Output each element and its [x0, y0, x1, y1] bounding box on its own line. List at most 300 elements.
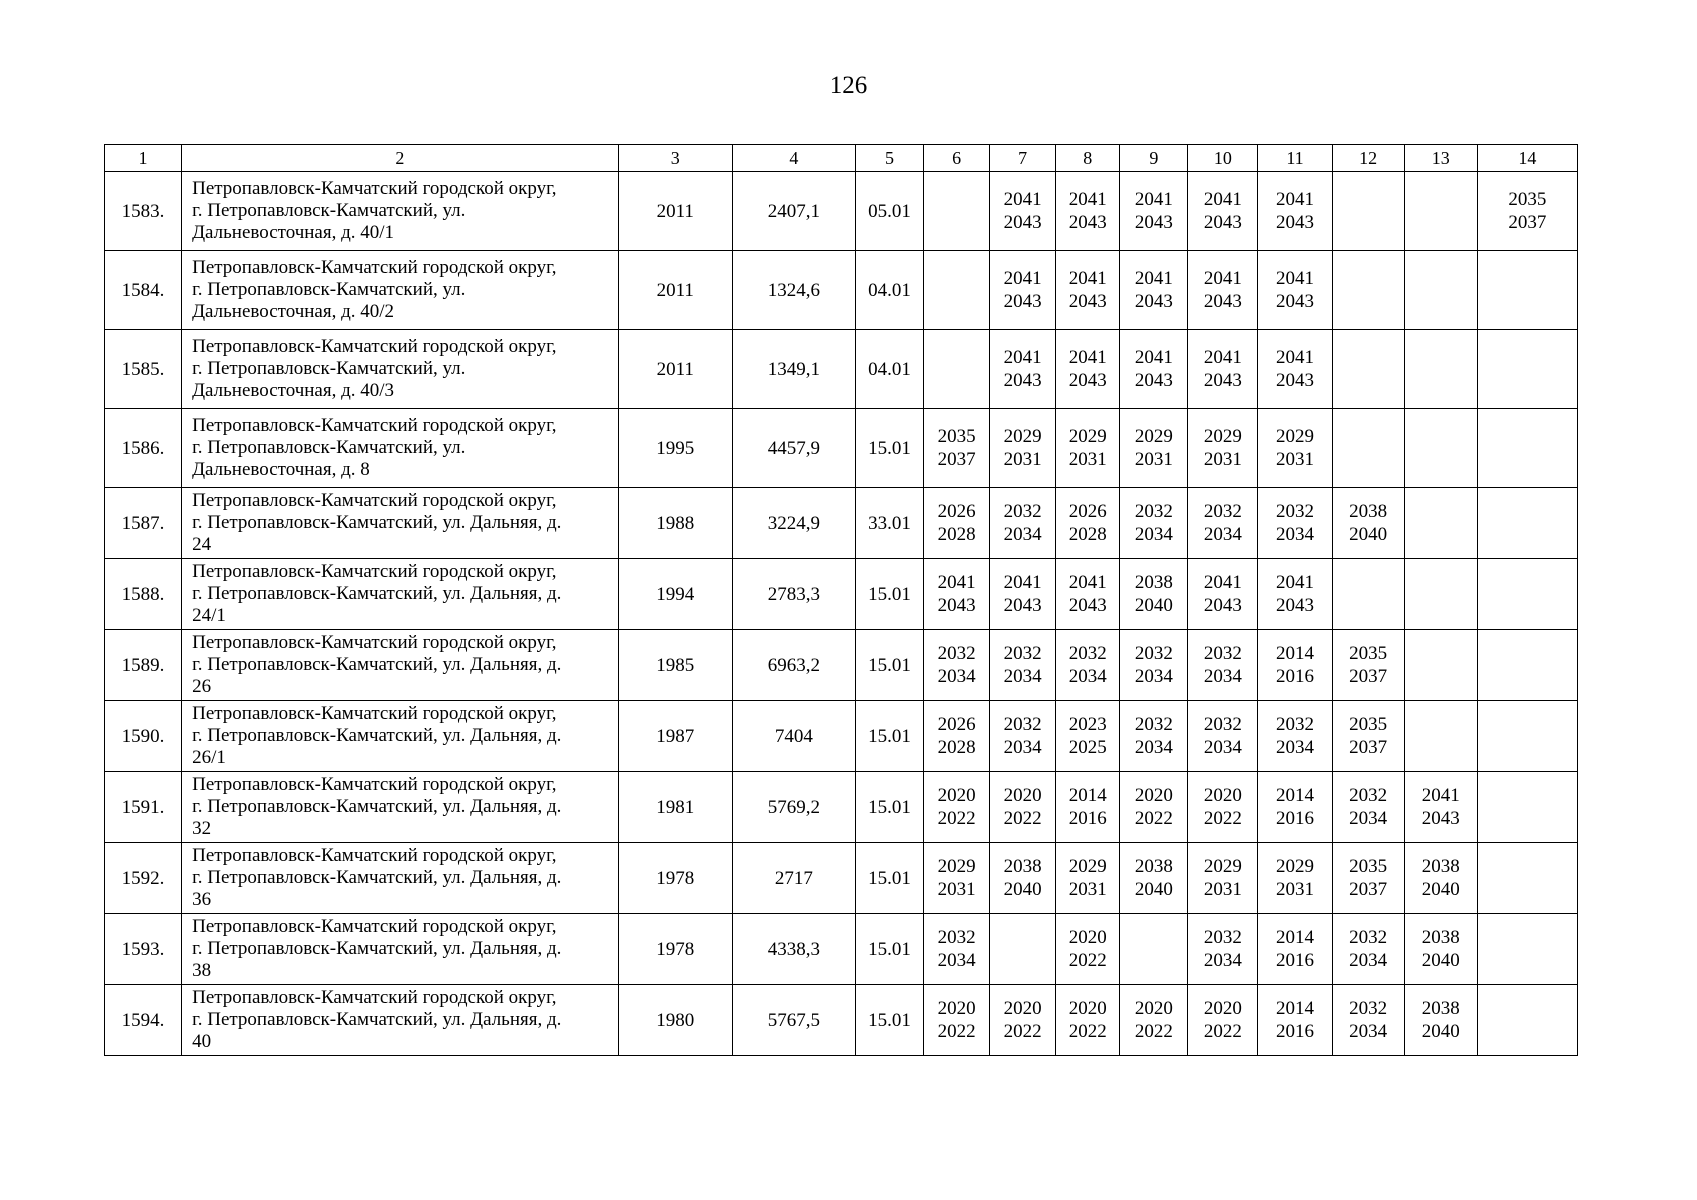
column-header: 12: [1332, 145, 1404, 172]
area-cell: 6963,2: [732, 630, 855, 701]
period-year: 2032: [1068, 643, 1107, 664]
address-line: Петропавловск-Камчатский городской округ,: [192, 845, 557, 866]
row-number-cell: 1591.: [105, 772, 182, 843]
period-year: 2032: [1003, 643, 1042, 664]
table-row: [105, 330, 1578, 409]
period-cell-c7: [990, 172, 1056, 251]
period-year: 2031: [1068, 449, 1107, 470]
period-cell-c13: [1404, 488, 1477, 559]
period-cell-c6: [924, 409, 990, 488]
address-line: г. Петропавловск-Камчатский, ул.: [192, 358, 466, 379]
period-year: 2032: [937, 643, 976, 664]
row-number-cell: 1593.: [105, 914, 182, 985]
period-year: 2020: [1003, 998, 1042, 1019]
address-line: 24/1: [192, 605, 226, 626]
period-year: 2041: [1276, 572, 1314, 593]
period-cell-c14: [1477, 630, 1577, 701]
period-year: 2034: [1349, 950, 1388, 971]
address-line: Петропавловск-Камчатский городской округ,: [192, 490, 557, 511]
year-built-cell: 1980: [618, 985, 732, 1056]
year-built-cell: 2011: [618, 251, 732, 330]
row-number-cell: 1589.: [105, 630, 182, 701]
address-line: 24: [192, 534, 212, 555]
period-year: 2041: [1203, 268, 1242, 289]
table-row: [105, 772, 1578, 843]
period-cell-c6: [924, 985, 990, 1056]
period-cell-c10: [1188, 843, 1258, 914]
address-cell: [182, 914, 619, 985]
period-year: 2043: [1068, 595, 1107, 616]
column-header: 5: [855, 145, 923, 172]
period-year: 2029: [1276, 856, 1314, 877]
period-year: 2041: [1276, 268, 1314, 289]
period-year: 2034: [1003, 666, 1042, 687]
period-cell-c8: [1056, 409, 1120, 488]
period-year: 2029: [1203, 426, 1242, 447]
period-cell-c13: [1404, 843, 1477, 914]
period-cell-c10: [1188, 409, 1258, 488]
period-cell-c8: [1056, 488, 1120, 559]
code-cell: 04.01: [855, 330, 923, 409]
table-row: [105, 559, 1578, 630]
period-cell-c10: [1188, 772, 1258, 843]
period-year: 2034: [1134, 737, 1173, 758]
period-year: 2041: [1421, 785, 1460, 806]
area-cell: 3224,9: [732, 488, 855, 559]
period-cell-c9: [1120, 488, 1188, 559]
address-line: 26: [192, 676, 212, 697]
address-line: Петропавловск-Камчатский городской округ,: [192, 632, 557, 653]
period-cell-c6: [924, 559, 990, 630]
period-cell-c12: [1332, 330, 1404, 409]
period-year: 2032: [1203, 643, 1242, 664]
period-year: 2041: [1003, 268, 1042, 289]
period-year: 2029: [937, 856, 976, 877]
period-cell-c12: [1332, 409, 1404, 488]
period-year: 2043: [1068, 370, 1107, 391]
period-year: 2016: [1276, 950, 1314, 971]
period-year: 2020: [1134, 785, 1173, 806]
address-line: 36: [192, 889, 212, 910]
period-year: 2016: [1276, 1021, 1314, 1042]
period-year: 2043: [1203, 370, 1242, 391]
period-cell-c7: [990, 559, 1056, 630]
address-line: Петропавловск-Камчатский городской округ,: [192, 257, 557, 278]
period-year: 2032: [1203, 927, 1242, 948]
period-year: 2037: [1349, 666, 1388, 687]
period-cell-c6: [924, 772, 990, 843]
address-line: г. Петропавловск-Камчатский, ул. Дальняя, д.: [192, 512, 562, 533]
area-cell: 2407,1: [732, 172, 855, 251]
period-year: 2022: [937, 1021, 976, 1042]
period-year: 2037: [1349, 879, 1388, 900]
address-line: 26/1: [192, 747, 226, 768]
period-cell-c13: [1404, 630, 1477, 701]
period-year: 2031: [1203, 449, 1242, 470]
address-cell: [182, 409, 619, 488]
period-year: 2040: [1134, 595, 1173, 616]
period-cell-c13: [1404, 251, 1477, 330]
period-cell-c7: [990, 843, 1056, 914]
address-line: Дальневосточная, д. 8: [192, 459, 370, 480]
period-year: 2034: [1003, 524, 1042, 545]
period-year: 2029: [1068, 426, 1107, 447]
period-year: 2022: [1068, 950, 1107, 971]
period-cell-c13: [1404, 985, 1477, 1056]
period-cell-c10: [1188, 559, 1258, 630]
period-year: 2038: [1134, 572, 1173, 593]
area-cell: 5767,5: [732, 985, 855, 1056]
period-year: 2043: [1203, 291, 1242, 312]
period-year: 2040: [1349, 524, 1388, 545]
period-year: 2034: [1003, 737, 1042, 758]
period-year: 2022: [1203, 808, 1242, 829]
period-year: 2041: [1276, 347, 1314, 368]
period-cell-c9: [1120, 772, 1188, 843]
period-cell-c11: [1258, 985, 1332, 1056]
period-year: 2034: [1068, 666, 1107, 687]
period-year: 2041: [1203, 572, 1242, 593]
period-year: 2029: [1068, 856, 1107, 877]
period-cell-c13: [1404, 772, 1477, 843]
period-cell-c7: [990, 701, 1056, 772]
address-line: г. Петропавловск-Камчатский, ул. Дальняя, д.: [192, 867, 562, 888]
code-cell: 05.01: [855, 172, 923, 251]
period-year: 2038: [1134, 856, 1173, 877]
period-year: 2034: [1203, 737, 1242, 758]
period-year: 2041: [1134, 189, 1173, 210]
year-built-cell: 2011: [618, 330, 732, 409]
address-line: Петропавловск-Камчатский городской округ,: [192, 415, 557, 436]
period-cell-c11: [1258, 843, 1332, 914]
period-cell-c9: [1120, 330, 1188, 409]
period-cell-c7: [990, 630, 1056, 701]
period-year: 2043: [1421, 808, 1460, 829]
column-header: 1: [105, 145, 182, 172]
period-year: 2028: [937, 737, 976, 758]
table-body: [105, 172, 1578, 1056]
table-row: [105, 630, 1578, 701]
period-year: 2032: [1203, 501, 1242, 522]
address-line: 40: [192, 1031, 212, 1052]
period-cell-c12: [1332, 172, 1404, 251]
period-cell-c8: [1056, 985, 1120, 1056]
period-cell-c14: [1477, 914, 1577, 985]
period-year: 2016: [1276, 808, 1314, 829]
column-header: 13: [1404, 145, 1477, 172]
period-year: 2031: [1134, 449, 1173, 470]
period-cell-c13: [1404, 409, 1477, 488]
address-line: г. Петропавловск-Камчатский, ул.: [192, 279, 466, 300]
period-year: 2022: [937, 808, 976, 829]
period-cell-c9: [1120, 914, 1188, 985]
period-year: 2022: [1003, 808, 1042, 829]
address-line: 32: [192, 818, 212, 839]
row-number-cell: 1584.: [105, 251, 182, 330]
address-line: Дальневосточная, д. 40/3: [192, 380, 395, 401]
period-year: 2014: [1276, 927, 1314, 948]
column-header: 2: [182, 145, 619, 172]
period-cell-c9: [1120, 843, 1188, 914]
period-year: 2043: [1276, 291, 1314, 312]
period-cell-c11: [1258, 409, 1332, 488]
period-cell-c8: [1056, 843, 1120, 914]
period-year: 2034: [1349, 808, 1388, 829]
period-year: 2043: [1276, 595, 1314, 616]
period-year: 2043: [1003, 595, 1042, 616]
period-year: 2041: [1068, 572, 1107, 593]
address-cell: [182, 488, 619, 559]
period-year: 2032: [1134, 501, 1173, 522]
period-year: 2032: [1349, 927, 1388, 948]
period-cell-c10: [1188, 251, 1258, 330]
period-year: 2041: [1003, 347, 1042, 368]
period-cell-c12: [1332, 843, 1404, 914]
period-year: 2041: [1068, 347, 1107, 368]
period-year: 2020: [1134, 998, 1173, 1019]
period-year: 2020: [1068, 927, 1107, 948]
period-year: 2037: [1508, 212, 1547, 233]
period-year: 2040: [1421, 950, 1460, 971]
year-built-cell: 2011: [618, 172, 732, 251]
address-line: г. Петропавловск-Камчатский, ул. Дальняя, д.: [192, 1009, 562, 1030]
year-built-cell: 1981: [618, 772, 732, 843]
period-cell-c10: [1188, 330, 1258, 409]
period-year: 2026: [937, 714, 976, 735]
period-year: 2022: [1003, 1021, 1042, 1042]
period-year: 2034: [1134, 524, 1173, 545]
period-year: 2031: [1276, 879, 1314, 900]
period-year: 2043: [1203, 595, 1242, 616]
period-cell-c9: [1120, 559, 1188, 630]
area-cell: 4457,9: [732, 409, 855, 488]
period-cell-c9: [1120, 251, 1188, 330]
period-cell-c12: [1332, 914, 1404, 985]
address-cell: [182, 772, 619, 843]
period-cell-c11: [1258, 630, 1332, 701]
period-year: 2026: [1068, 501, 1107, 522]
register-table: [104, 144, 1578, 1056]
address-line: Петропавловск-Камчатский городской округ,: [192, 703, 557, 724]
period-year: 2032: [1134, 643, 1173, 664]
period-year: 2041: [1068, 189, 1107, 210]
period-cell-c6: [924, 914, 990, 985]
year-built-cell: 1988: [618, 488, 732, 559]
period-cell-c10: [1188, 172, 1258, 251]
period-year: 2028: [937, 524, 976, 545]
year-built-cell: 1978: [618, 843, 732, 914]
address-line: г. Петропавловск-Камчатский, ул. Дальняя, д.: [192, 725, 562, 746]
period-year: 2034: [1276, 737, 1314, 758]
address-cell: [182, 559, 619, 630]
year-built-cell: 1978: [618, 914, 732, 985]
period-year: 2035: [1349, 856, 1388, 877]
address-line: г. Петропавловск-Камчатский, ул. Дальняя, д.: [192, 583, 562, 604]
period-year: 2022: [1203, 1021, 1242, 1042]
period-year: 2040: [1421, 1021, 1460, 1042]
address-cell: [182, 985, 619, 1056]
period-year: 2034: [937, 666, 976, 687]
column-header: 3: [618, 145, 732, 172]
period-year: 2041: [1276, 189, 1314, 210]
period-cell-c10: [1188, 914, 1258, 985]
address-line: г. Петропавловск-Камчатский, ул.: [192, 200, 466, 221]
period-cell-c14: [1477, 985, 1577, 1056]
period-cell-c10: [1188, 630, 1258, 701]
period-year: 2032: [1276, 501, 1314, 522]
address-cell: [182, 843, 619, 914]
period-cell-c6: [924, 701, 990, 772]
period-cell-c8: [1056, 914, 1120, 985]
row-number-cell: 1588.: [105, 559, 182, 630]
period-cell-c12: [1332, 559, 1404, 630]
period-year: 2020: [1068, 998, 1107, 1019]
row-number-cell: 1592.: [105, 843, 182, 914]
period-year: 2032: [1349, 785, 1388, 806]
address-cell: [182, 172, 619, 251]
period-year: 2029: [1134, 426, 1173, 447]
address-line: г. Петропавловск-Камчатский, ул. Дальняя, д.: [192, 938, 562, 959]
period-year: 2014: [1276, 785, 1314, 806]
period-year: 2043: [937, 595, 976, 616]
period-year: 2020: [1203, 785, 1242, 806]
area-cell: 2717: [732, 843, 855, 914]
year-built-cell: 1994: [618, 559, 732, 630]
code-cell: 15.01: [855, 985, 923, 1056]
table-row: [105, 914, 1578, 985]
period-year: 2037: [937, 449, 976, 470]
table-row: [105, 985, 1578, 1056]
period-year: 2014: [1276, 643, 1314, 664]
period-year: 2034: [1203, 524, 1242, 545]
row-number-cell: 1585.: [105, 330, 182, 409]
period-year: 2016: [1276, 666, 1314, 687]
period-cell-c8: [1056, 630, 1120, 701]
period-cell-c10: [1188, 985, 1258, 1056]
period-year: 2038: [1421, 856, 1460, 877]
period-cell-c12: [1332, 985, 1404, 1056]
period-year: 2035: [1508, 189, 1547, 210]
period-year: 2032: [1276, 714, 1314, 735]
period-year: 2040: [1003, 879, 1042, 900]
period-cell-c12: [1332, 251, 1404, 330]
period-cell-c7: [990, 330, 1056, 409]
area-cell: 7404: [732, 701, 855, 772]
period-year: 2029: [1203, 856, 1242, 877]
period-year: 2035: [937, 426, 976, 447]
period-year: 2034: [1349, 1021, 1388, 1042]
period-cell-c8: [1056, 330, 1120, 409]
period-cell-c11: [1258, 251, 1332, 330]
period-year: 2032: [1203, 714, 1242, 735]
period-cell-c14: [1477, 488, 1577, 559]
period-year: 2032: [1349, 998, 1388, 1019]
address-cell: [182, 251, 619, 330]
code-cell: 15.01: [855, 772, 923, 843]
year-built-cell: 1985: [618, 630, 732, 701]
period-year: 2043: [1003, 291, 1042, 312]
period-cell-c14: [1477, 559, 1577, 630]
period-year: 2043: [1134, 370, 1173, 391]
period-year: 2043: [1203, 212, 1242, 233]
table-row: [105, 488, 1578, 559]
page-number: 126: [829, 72, 868, 99]
period-year: 2022: [1068, 1021, 1107, 1042]
period-year: 2026: [937, 501, 976, 522]
column-header: 10: [1188, 145, 1258, 172]
period-cell-c7: [990, 409, 1056, 488]
area-cell: 1324,6: [732, 251, 855, 330]
period-cell-c12: [1332, 630, 1404, 701]
period-year: 2034: [1203, 666, 1242, 687]
period-cell-c13: [1404, 701, 1477, 772]
code-cell: 15.01: [855, 701, 923, 772]
period-cell-c7: [990, 985, 1056, 1056]
period-cell-c13: [1404, 172, 1477, 251]
period-cell-c8: [1056, 172, 1120, 251]
period-year: 2031: [1203, 879, 1242, 900]
period-year: 2029: [1276, 426, 1314, 447]
row-number-cell: 1586.: [105, 409, 182, 488]
period-cell-c6: [924, 330, 990, 409]
period-cell-c13: [1404, 559, 1477, 630]
period-year: 2020: [1003, 785, 1042, 806]
period-cell-c12: [1332, 701, 1404, 772]
period-cell-c14: [1477, 409, 1577, 488]
period-year: 2043: [1068, 212, 1107, 233]
code-cell: 04.01: [855, 251, 923, 330]
period-year: 2031: [1068, 879, 1107, 900]
period-year: 2014: [1068, 785, 1107, 806]
period-year: 2032: [1003, 501, 1042, 522]
period-year: 2038: [1349, 501, 1388, 522]
address-line: Дальневосточная, д. 40/2: [192, 301, 395, 322]
period-year: 2038: [1421, 998, 1460, 1019]
address-line: 38: [192, 960, 212, 981]
period-cell-c11: [1258, 772, 1332, 843]
period-year: 2034: [1203, 950, 1242, 971]
period-year: 2016: [1068, 808, 1107, 829]
period-year: 2020: [937, 998, 976, 1019]
period-cell-c11: [1258, 701, 1332, 772]
year-built-cell: 1995: [618, 409, 732, 488]
period-cell-c12: [1332, 488, 1404, 559]
period-cell-c13: [1404, 330, 1477, 409]
column-header: 4: [732, 145, 855, 172]
period-year: 2035: [1349, 643, 1388, 664]
period-year: 2038: [1421, 927, 1460, 948]
period-cell-c9: [1120, 409, 1188, 488]
area-cell: 1349,1: [732, 330, 855, 409]
period-year: 2043: [1003, 212, 1042, 233]
period-cell-c14: [1477, 701, 1577, 772]
period-year: 2041: [1134, 347, 1173, 368]
period-year: 2031: [1003, 449, 1042, 470]
period-year: 2041: [1203, 347, 1242, 368]
period-cell-c10: [1188, 488, 1258, 559]
address-line: Дальневосточная, д. 40/1: [192, 222, 395, 243]
row-number-cell: 1590.: [105, 701, 182, 772]
period-cell-c9: [1120, 701, 1188, 772]
period-cell-c14: [1477, 330, 1577, 409]
table-row: [105, 251, 1578, 330]
period-year: 2041: [937, 572, 976, 593]
column-header: 11: [1258, 145, 1332, 172]
period-year: 2041: [1003, 189, 1042, 210]
period-cell-c11: [1258, 488, 1332, 559]
address-line: г. Петропавловск-Камчатский, ул. Дальняя, д.: [192, 654, 562, 675]
address-line: г. Петропавловск-Камчатский, ул. Дальняя, д.: [192, 796, 562, 817]
